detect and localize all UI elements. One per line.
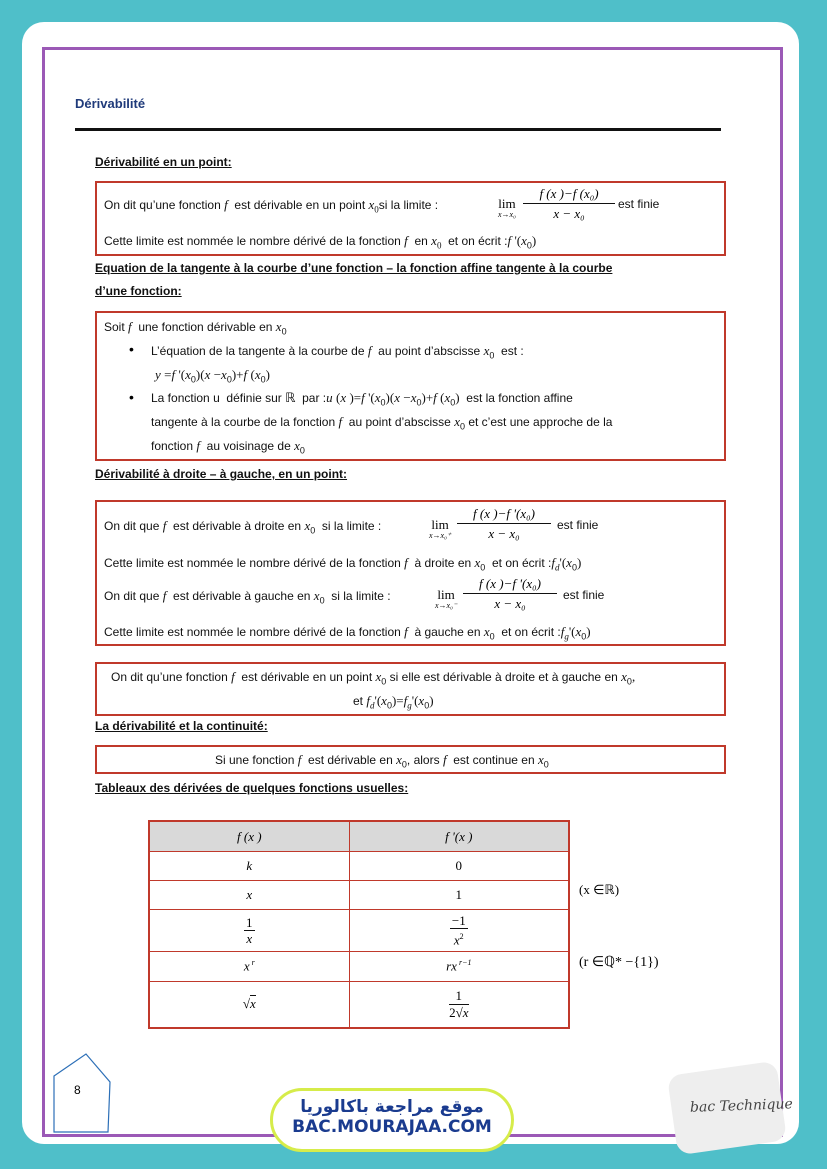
section-heading-tangent-line2: d’une fonction:: [95, 284, 182, 298]
right-quotient: $\frac{\text{f (x )−f '(x₀)}}{\text{x − x₀}}$: [457, 506, 551, 542]
left-quotient: $\frac{\text{f (x )−f '(x₀)}}{\text{x − x₀}}$: [463, 576, 557, 612]
table-cell-minus-1-over-x2: $\frac{-1}{x^2}$: [349, 910, 569, 952]
table-cell-1-over-x: $\frac{1}{x}$: [149, 910, 349, 952]
definition-box-point: On dit qu’une fonction f est dérivable en un point $x_0si$ la limite : lim x→x₀ $\frac{\text{f (x )−f (x₀)}}{\text{x − x₀}}$ est finie Cette limite est nommée le nombre dérivé de la fonction f en $x_0$ et on écrit :f '$(x_0)$: [95, 181, 726, 256]
section-heading-tables: Tableaux des dérivées de quelques fonctions usuelles:: [95, 781, 409, 795]
table-cell-rx-power: rx $^{r-1}$: [349, 952, 569, 982]
section-heading-continuity: La dérivabilité et la continuité:: [95, 719, 268, 733]
site-banner[interactable]: [270, 1088, 514, 1152]
page-title: Dérivabilité: [75, 96, 146, 111]
site-banner-url: BAC.MOURAJAA.COM: [292, 1117, 492, 1137]
site-banner-arabic: موقع مراجعة باكالوريا: [300, 1097, 484, 1117]
definition-box-sides: On dit que f est dérivable à droite en $x_0$ si la limite : lim x→x₀⁺ $\frac{\text{f (x )−f '(x₀)}}{\text{x − x₀}}$ est finie Cette limite est nommée le nombre dérivé de la fonction f à droite en $x_0$ et on écrit $:f_d'(x_0)$ On dit que f est dérivable à gauche en $x_0$ si la limite : lim x→x₀⁻ $\frac{\text{f (x )−f '(x₀)}}{\text{x − x₀}}$ est finie Cette limite est nommée le nombre dérivé de la fonction f à gauche en $x_0$ et on écrit $:f_g'(x_0)$: [95, 500, 726, 646]
section-heading-point: Dérivabilité en un point:: [95, 155, 232, 169]
derivatives-table: [148, 820, 570, 1029]
table-header-derivative: f '(x ): [349, 821, 569, 852]
left-logo-icon: [234, 1100, 264, 1130]
tangent-equation: y =f '$(x_0)(x -x_0)+f$ $(x_0)$: [155, 367, 270, 385]
limit-left-symbol: lim x→x₀⁻: [435, 587, 458, 610]
definition-box-both-sides: On dit qu’une fonction f est dérivable en un point $x_0$ si elle est dérivable à droite et à gauche en $x_0$, et $f_d'(x_0)=f_g'(x_0)$: [95, 662, 726, 716]
right-logo-icon: [520, 1100, 550, 1130]
title-rule: [75, 128, 721, 131]
table-cell-inverse-2sqrt: $\frac{1}{2√x}$: [349, 982, 569, 1028]
table-row: [149, 952, 569, 982]
table-row: x 1: [149, 881, 569, 910]
domain-note-real: (x ∈ℝ): [579, 882, 620, 897]
bac-technique-label: bac Technique: [689, 1096, 794, 1116]
section-heading-tangent-line1: Equation de la tangente à la courbe d’une fonction – la fonction affine tangente à la courbe: [95, 261, 613, 275]
bullet-1: •: [129, 341, 134, 357]
section-heading-sides: Dérivabilité à droite – à gauche, en un point:: [95, 467, 348, 481]
domain-note-rational: (r ∈ℚ* −{1}): [579, 955, 659, 970]
table-row: k 0: [149, 852, 569, 881]
bullet-2: •: [129, 389, 134, 405]
theorem-box-continuity: Si une fonction f est dérivable en $x_0$, alors f est continue en $x_0$: [95, 745, 726, 774]
page-number: 8: [74, 1083, 81, 1097]
table-header-function: f (x ): [149, 821, 349, 852]
table-row: [149, 910, 569, 952]
limit-symbol: lim x→x₀: [498, 196, 516, 219]
definition-box-tangent: Soit f une fonction dérivable en $x_0$ • L’équation de la tangente à la courbe de f au point d’abscisse $x_0$ est : y =f '$(x_0)(x -x_0)+f$ $(x_0)$ • La fonction u définie sur ℝ par :u (x )=f '$(x_0)(x -x_0)+f$ $(x_0)$ est la fonction affine tangente à la courbe de la fonction f au point d’abscisse $x_0$ et c’est une approche de la fonction f au voisinage de $x_0$: [95, 311, 726, 461]
page-number-shape: [50, 1052, 112, 1134]
limit-right-symbol: lim x→x₀⁺: [429, 517, 452, 540]
table-row: [149, 982, 569, 1028]
difference-quotient: $\frac{\text{f (x )−f (x₀)}}{\text{x − x₀}}$: [523, 186, 615, 222]
table-cell-x-power-r: x $^r$: [149, 952, 349, 982]
table-cell-sqrt-x: √x: [149, 982, 349, 1028]
